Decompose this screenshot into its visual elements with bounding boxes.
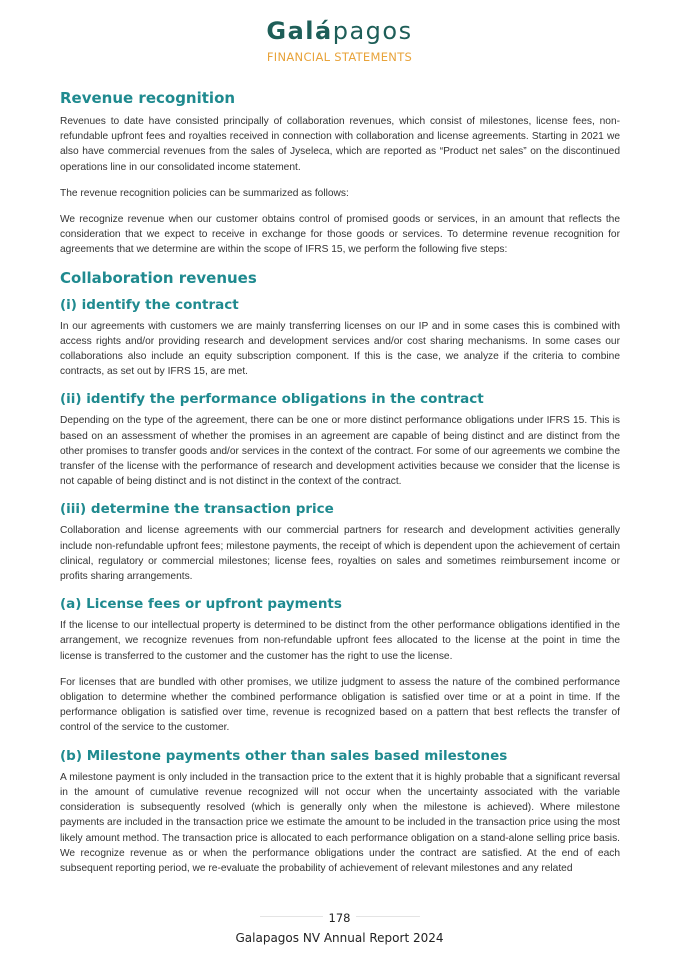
heading-collaboration-revenues: Collaboration revenues (60, 268, 257, 287)
report-title: Galapagos NV Annual Report 2024 (235, 931, 444, 945)
paragraph-transaction-price: Collaboration and license agreements with our commercial partners for research and development activities generally include non-refundable upfront fees; milestone payments, the receipt of which is dependent upon the achievement of certain clinical, regulatory or commercial milestones; license fees, royalties on sales and sometimes reimbursement income or profits sharing arrangements. (60, 525, 620, 583)
galapagos-logo (0, 16, 679, 46)
paragraph-license-fees-1: If the license to our intellectual property is determined to be distinct from the other performance obligations identified in the arrangement, we recognize revenues from non-refundable upfront fees allocated to the license at the point in time the license is transferred to the customer and the customer has the right to use the license. (60, 620, 620, 662)
section-subtitle: FINANCIAL STATEMENTS (266, 50, 413, 64)
paragraph-performance-obligations: Depending on the type of the agreement, there can be one or more distinct performance obligations under IFRS 15. This is based on an assessment of whether the promises in an agreement are capable of being distinct and are distinct from the other promises to transfer goods and/or services in the context of the contract. For some of our agreements we combine the transfer of the license with the performance of research and development activities because we consider that the license is not capable of being distinct and is not distinct in the context of the contract. (60, 415, 620, 488)
page-footer (0, 908, 679, 945)
paragraph-revenue-summary: The revenue recognition policies can be summarized as follows: (60, 187, 349, 199)
heading-performance-obligations: (ii) identify the performance obligations in the contract (60, 391, 484, 408)
paragraph-license-fees-2: For licenses that are bundled with other promises, we utilize judgment to assess the nature of the combined performance obligation to determine whether the combined performance obligation is satisfied over time or at a point in time. If the performance obligation is satisfied over time, revenue is recognized based on a pattern that best reflects the transfer of control of the service to the customer. (60, 676, 620, 734)
paragraph-milestone-payments: A milestone payment is only included in the transaction price to the extent that it is highly probable that a significant reversal in the amount of cumulative revenue recognized will not occur when the uncertainty associated with the variable consideration is subsequently resolved (which is generally only when the milestone is achieved). Where milestone payments are included in the transaction price we estimate the amount to be included in the transaction price using the most likely amount method. The transaction price is allocated to each performance obligation on a stand-alone selling price basis. We recognize revenue as or when the performance obligations under the contract are satisfied. At the end of each subsequent reporting period, we re-evaluate the probability of achievement of relevant milestones and any related (60, 771, 620, 874)
heading-revenue-recognition: Revenue recognition (60, 89, 236, 107)
page-number: 178 (323, 911, 357, 925)
heading-license-fees: (a) License fees or upfront payments (60, 596, 342, 613)
heading-transaction-price: (iii) determine the transaction price (60, 501, 334, 518)
page-content (60, 88, 620, 887)
paragraph-identify-contract: In our agreements with customers we are mainly transferring licenses on our IP and in some cases this is combined with access rights and/or providing research and development services and/or cost sharing mechanisms. In some cases our collaborations also include an equity subscription component. If this is the case, we analyze if the criteria to combine contracts, as set out by IFRS 15, are met. (60, 320, 620, 378)
page-header (0, 16, 679, 64)
logo-bold-part: Galá (266, 17, 333, 45)
paragraph-revenue-steps: We recognize revenue when our customer obtains control of promised goods or services, in an amount that reflects the consideration that we expect to receive in exchange for those goods or services. To determine revenue recognition for agreements that we determine are within the scope of IFRS 15, we perform the following five steps: (60, 214, 620, 256)
heading-identify-contract: (i) identify the contract (60, 296, 239, 313)
logo-light-part: pagos (332, 17, 413, 45)
heading-milestone-payments: (b) Milestone payments other than sales based milestones (60, 747, 508, 764)
paragraph-revenue-intro: Revenues to date have consisted principally of collaboration revenues, which consist of milestones, license fees, non-refundable upfront fees and royalties received in connection with collaboration and license agreements. Starting in 2021 we also have commercial revenues from the sales of Jyseleca, which are reported as “Product net sales” on the discontinued operations line in our consolidated income statement. (60, 116, 620, 173)
